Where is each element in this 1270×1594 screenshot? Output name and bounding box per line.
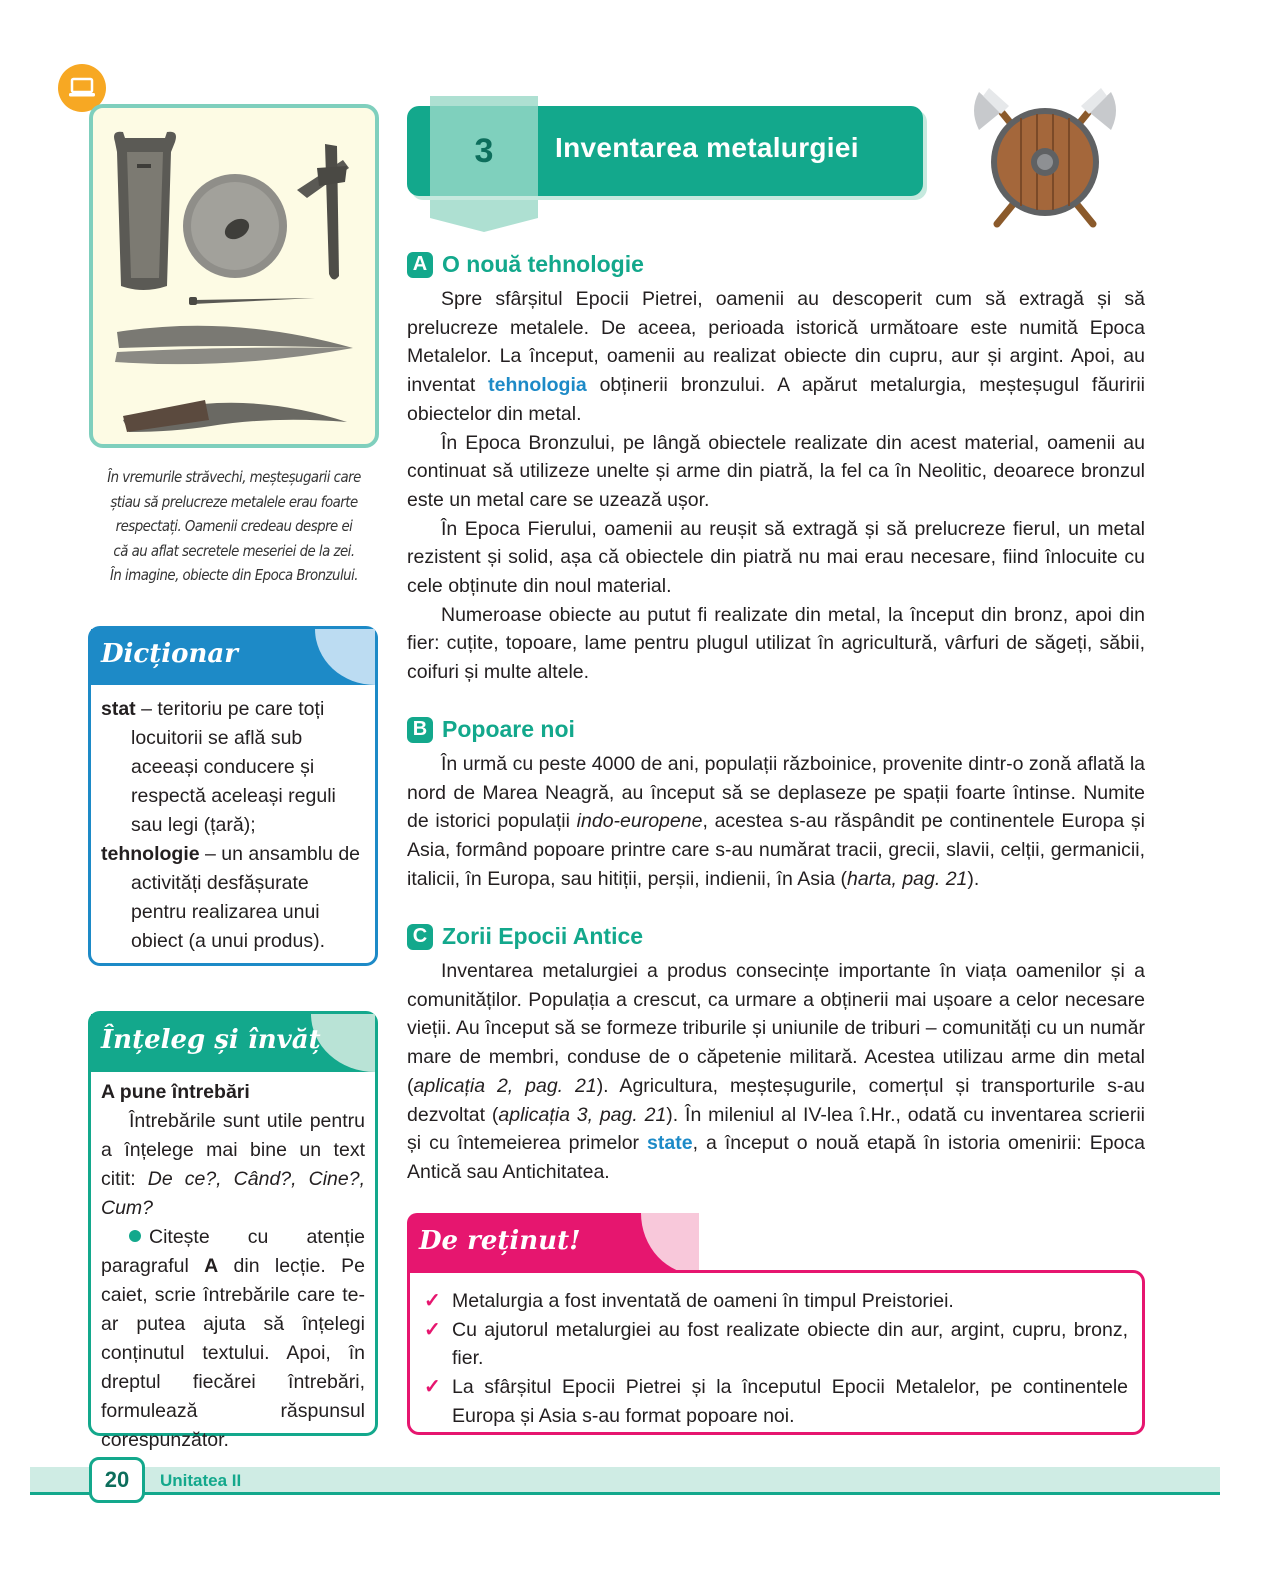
check-icon: ✓ bbox=[424, 1318, 441, 1341]
section-a-heading bbox=[407, 251, 644, 278]
dictionary-term: stat bbox=[101, 698, 136, 720]
section-b-text bbox=[407, 750, 1145, 894]
lesson-title: Inventarea metalurgiei bbox=[555, 132, 859, 163]
learn-box bbox=[88, 1011, 378, 1451]
unit-label: Unitatea II bbox=[160, 1471, 242, 1490]
text: indo-europene bbox=[576, 810, 703, 833]
section-letter: A bbox=[407, 252, 433, 278]
learn-subtitle: A pune întrebări bbox=[101, 1081, 250, 1103]
dictionary-entry bbox=[101, 695, 365, 840]
text: ). Agricultura, meșteșugurile, comerțul și transporturile s-au dezvoltat ( bbox=[407, 1074, 1145, 1126]
dictionary-definition: – un ansamblu de activități desfășurate pentru realizarea unui obiect (a unui produs). bbox=[131, 843, 361, 952]
caption-line: știau să prelucreze metalele erau foarte bbox=[110, 492, 358, 511]
section-b-heading bbox=[407, 716, 575, 743]
caption-line: În imagine, obiecte din Epoca Bronzului. bbox=[109, 566, 359, 584]
learn-questions: De ce?, Când?, Cine?, Cum? bbox=[101, 1168, 365, 1219]
dictionary-term: tehnologie bbox=[101, 843, 200, 865]
reference: aplicația 3, pag. 21 bbox=[498, 1103, 667, 1126]
learn-text: Întrebările sunt utile pentru a înțelege mai bine un text citit: bbox=[101, 1110, 365, 1190]
section-a-text bbox=[407, 285, 1145, 687]
learn-text: Citește cu atenție paragraful bbox=[101, 1226, 365, 1277]
retain-item bbox=[424, 1287, 1128, 1316]
learn-header bbox=[91, 1014, 375, 1072]
retain-text: Metalurgia a fost inventată de oameni în timpul Preistoriei. bbox=[452, 1290, 954, 1312]
dictionary-header bbox=[91, 629, 375, 685]
retain-header bbox=[407, 1213, 699, 1275]
learn-title: Înțeleg și învăț bbox=[101, 1025, 321, 1055]
paragraph: În Epoca Fierului, oamenii au reușit să extragă și să prelucreze fierul, un metal rezistent și solid, așa că obiectele din piatră nu mai erau necesare, fiind înlocuite cu cele obținute din noul material. bbox=[407, 517, 1145, 598]
retain-title: De reținut! bbox=[419, 1226, 581, 1256]
dictionary-definition: – teritoriu pe care toți locuitorii se află sub aceeași conducere și respectă aceleași reguli sau legi (țară); bbox=[131, 698, 336, 836]
section-c-heading bbox=[407, 923, 643, 950]
caption-line: În vremurile străvechi, meșteșugarii care bbox=[107, 468, 361, 486]
retain-box bbox=[407, 1270, 1145, 1435]
keyword-link[interactable]: state bbox=[647, 1132, 693, 1155]
caption-line: respectați. Oamenii credeau despre ei bbox=[115, 517, 353, 535]
lesson-number: 3 bbox=[474, 131, 494, 170]
section-title: O nouă tehnologie bbox=[442, 251, 644, 277]
retain-text: La sfârșitul Epocii Pietrei și la începutul Epocii Metalelor, pe continentele Europa și Asia s-au format popoare noi. bbox=[452, 1376, 1128, 1427]
shield-axes-icon bbox=[965, 88, 1125, 232]
section-letter: B bbox=[407, 717, 433, 743]
text: În urmă cu peste 4000 de ani, populații războinice, provenite dintr-o zonă aflată la nord de Marea Neagră, au început să se deplaseze pe spații foarte întinse. Numite de istorici populații bbox=[407, 753, 1145, 833]
dictionary-box bbox=[88, 626, 378, 966]
reference: aplicația 2, pag. 21 bbox=[413, 1074, 597, 1097]
keyword-link[interactable]: tehnologia bbox=[488, 374, 587, 397]
check-icon: ✓ bbox=[424, 1376, 441, 1399]
text: ). bbox=[967, 867, 980, 890]
photo-caption bbox=[103, 465, 364, 588]
reference: harta, pag. 21 bbox=[847, 867, 968, 890]
learn-text: A bbox=[204, 1255, 219, 1277]
text: , acestea s-au răspândit pe continentele Europa și Asia, formând popoare printre care s-au numărat tracii, grecii, slavii, celții, germanicii, italicii, în Europa, sau hitiții, perșii, indienii, în Asia ( bbox=[407, 810, 1145, 890]
learn-task bbox=[101, 1223, 365, 1455]
learn-paragraph bbox=[101, 1107, 365, 1223]
lesson-number-box bbox=[430, 106, 538, 196]
retain-item bbox=[424, 1316, 1128, 1373]
caption-line: că au aflat secretele meseriei de la zei. bbox=[113, 541, 355, 560]
section-c-text bbox=[407, 957, 1145, 1187]
bronze-age-objects-photo bbox=[89, 104, 379, 448]
retain-item bbox=[424, 1373, 1128, 1430]
section-title: Zorii Epocii Antice bbox=[442, 923, 644, 949]
dictionary-title: Dicționar bbox=[101, 639, 238, 669]
dictionary-entry bbox=[101, 840, 365, 956]
paragraph bbox=[407, 285, 1145, 429]
text: obținerii bronzului. A apărut metalurgia, meșteșugul făuririi obiectelor din metal. bbox=[407, 374, 1145, 425]
paragraph: În Epoca Bronzului, pe lângă obiectele realizate din acest material, oamenii au continuat să utilizeze unelte și arme din piatră, la fel ca în Neolitic, deoarece bronzul este un metal care se uzează ușor. bbox=[407, 431, 1145, 511]
learn-text: din lecție. Pe caiet, scrie întrebările care te-ar putea ajuta să înțelegi conținutul textului. Apoi, în dreptul fiecărei întrebări, formulează răspunsul corespunzător. bbox=[101, 1255, 365, 1451]
text: , a început o nouă etapă în istoria omenirii: Epoca Antică sau Antichitatea. bbox=[407, 1132, 1145, 1183]
text: Inventarea metalurgiei a produs consecințe importante în viața oamenilor și a comunităților. Populația a crescut, ca urmare a obținerii mai ușoare a celor necesare vieții. Au început să se formeze triburile și uniunile de triburi – comunități cu un număr mare de membri, conduse de o căpetenie militară. Acestea utilizau arme din metal ( bbox=[407, 960, 1145, 1097]
paragraph bbox=[407, 957, 1145, 1187]
paragraph: Numeroase obiecte au putut fi realizate din metal, la început din bronz, apoi din fier: cuțite, topoare, lame pentru plugul utilizat în agricultură, vârfuri de săgeți, săbii, coifuri și multe altele. bbox=[407, 603, 1145, 684]
bullet-dot-icon bbox=[129, 1230, 141, 1242]
section-title: Popoare noi bbox=[442, 716, 575, 742]
retain-text: Cu ajutorul metalurgiei au fost realizate obiecte din aur, argint, cupru, bronz, fier. bbox=[452, 1318, 1128, 1370]
section-letter: C bbox=[407, 924, 433, 950]
text: ). În mileniul al IV-lea î.Hr., odată cu inventarea scrierii și cu întemeierea primelor bbox=[407, 1103, 1145, 1155]
page-number: 20 bbox=[89, 1457, 145, 1503]
text: Spre sfârșitul Epocii Pietrei, oamenii au descoperit cum să extragă și să prelucreze metalele. De aceea, perioada istorică următoare este numită Epoca Metalelor. La început, oamenii au realizat obiecte din cupru, aur și argint. Apoi, au inventat bbox=[407, 288, 1145, 397]
paragraph bbox=[407, 750, 1145, 894]
check-icon: ✓ bbox=[424, 1290, 441, 1312]
